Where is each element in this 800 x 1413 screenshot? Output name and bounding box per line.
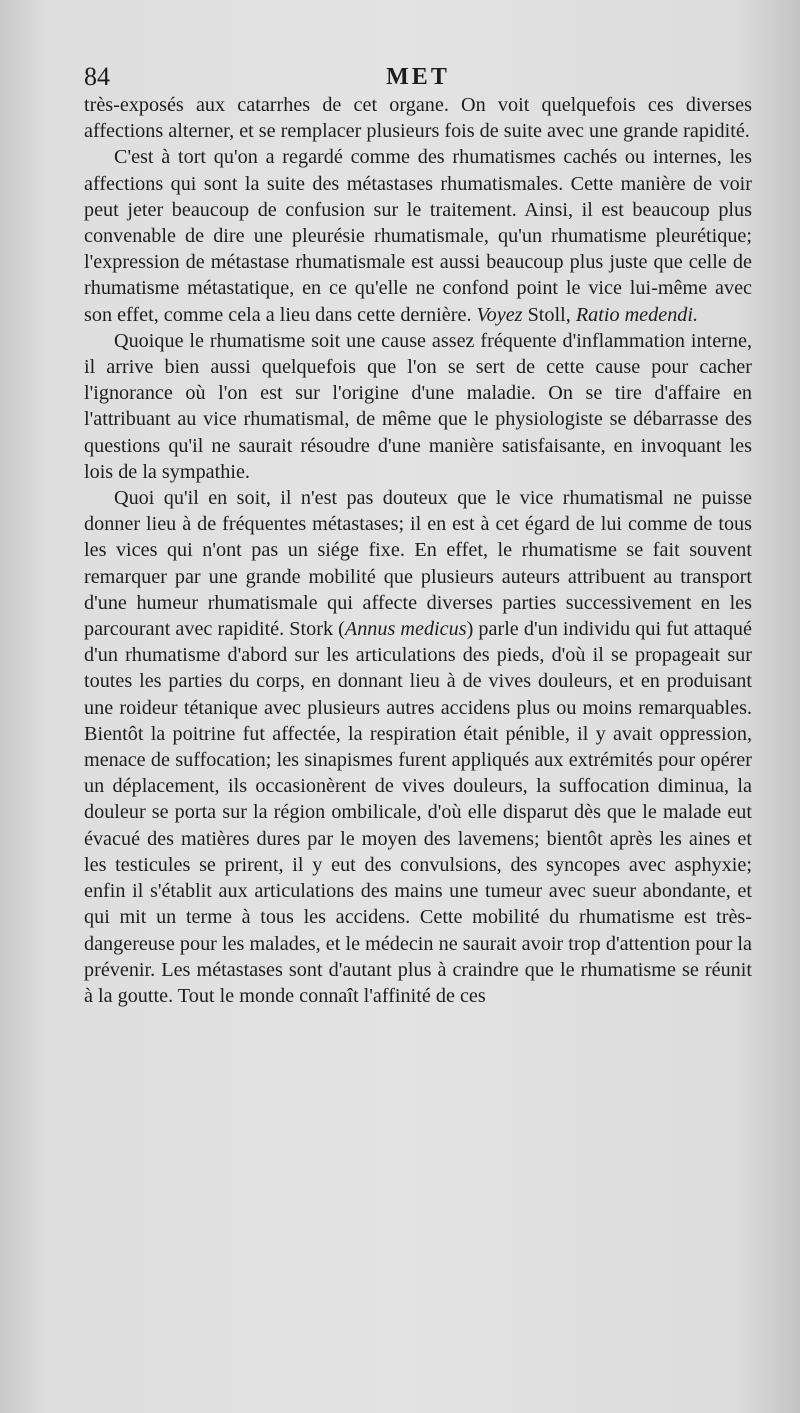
- paragraph-2-text-b: Stoll,: [522, 303, 576, 326]
- body-text: [84, 92, 752, 1009]
- running-head: MET: [386, 64, 450, 90]
- voyez-italic: Voyez: [476, 303, 523, 326]
- paragraph-1-text: très-exposés aux catarrhes de cet organe. On voit quelquefois ces diverses affections alterner, et se remplacer plusieurs fois de suite avec une grande rapidité.: [84, 94, 752, 143]
- paragraph-4: [84, 485, 752, 1009]
- paragraph-2-text-a: C'est à tort qu'on a regardé comme des rhumatismes cachés ou internes, les affections qui sont la suite des métastases rhumatismales. Cette manière de voir peut jeter beaucoup de confusion sur le traitement. Ainsi, il est beaucoup plus convenable de dire une pleurésie rhumatismale, qu'un rhumatisme pleurétique; l'expression de métastase rhumatismale est aussi beaucoup plus juste que celle de rhumatisme métastatique, en ce qu'elle ne confond point le vice lui-même avec son effet, comme cela a lieu dans cette dernière.: [84, 146, 752, 326]
- paragraph-3: [84, 328, 752, 485]
- page-number: 84: [84, 62, 110, 91]
- page-header: [84, 60, 752, 94]
- annus-medicus-citation: Annus medicus: [344, 618, 467, 641]
- paragraph-4-text-a: Quoi qu'il en soit, il n'est pas douteux que le vice rhumatismal ne puisse donner lieu à de fréquentes métastases; il en est à cet égard de lui comme de tous les vices qui n'ont pas un siége fixe. En effet, le rhumatisme se fait souvent remarquer par une grande mobilité que plusieurs auteurs attribuent au transport d'une humeur rhumatismale qui affecte diverses parties successivement en les parcourant avec rapidité. Stork (: [84, 487, 752, 641]
- paragraph-4-text-b: ) parle d'un individu qui fut attaqué d'un rhumatisme d'abord sur les articulations des pieds, d'où il se propageait sur toutes les parties du corps, en donnant lieu à de vives douleurs, et en produisant une roideur tétanique avec plusieurs autres accidens plus ou moins remarquables. Bientôt la poitrine fut affectée, la respiration était pénible, il y avait oppression, menace de suffocation; les sinapismes furent appliqués aux extrémités pour opérer un déplacement, ils occasionèrent de vives douleurs, la suffocation diminua, la douleur se porta sur la région ombilicale, d'où elle disparut dès que le malade eut évacué des matières dures par le moyen des lavemens; bientôt après les aines et les testicules se prirent, il y eut des convulsions, des syncopes avec asphyxie; enfin il s'établit aux articulations des mains une tumeur avec sueur abondante, et qui mit un terme à tous les accidens. Cette mobilité du rhumatisme est très-dangereuse pour les malades, et le médecin ne saurait avoir trop d'attention pour la prévenir. Les métastases sont d'autant plus à craindre que le rhumatisme se réunit à la goutte. Tout le monde connaît l'affinité de ces: [84, 618, 752, 1007]
- paragraph-2: [84, 144, 752, 327]
- paragraph-1: [84, 92, 752, 144]
- ratio-medendi-citation: Ratio medendi.: [575, 303, 699, 326]
- paragraph-3-text: Quoique le rhumatisme soit une cause assez fréquente d'inflammation interne, il arrive bien aussi quelquefois que l'on se sert de cette cause pour cacher l'ignorance où l'on est sur l'origine d'une maladie. On se tire d'affaire en l'attribuant au vice rhumatismal, de même que le physiologiste se débarrasse des questions qu'il ne saurait résoudre d'une manière satisfaisante, en invoquant les lois de la sympathie.: [84, 329, 752, 483]
